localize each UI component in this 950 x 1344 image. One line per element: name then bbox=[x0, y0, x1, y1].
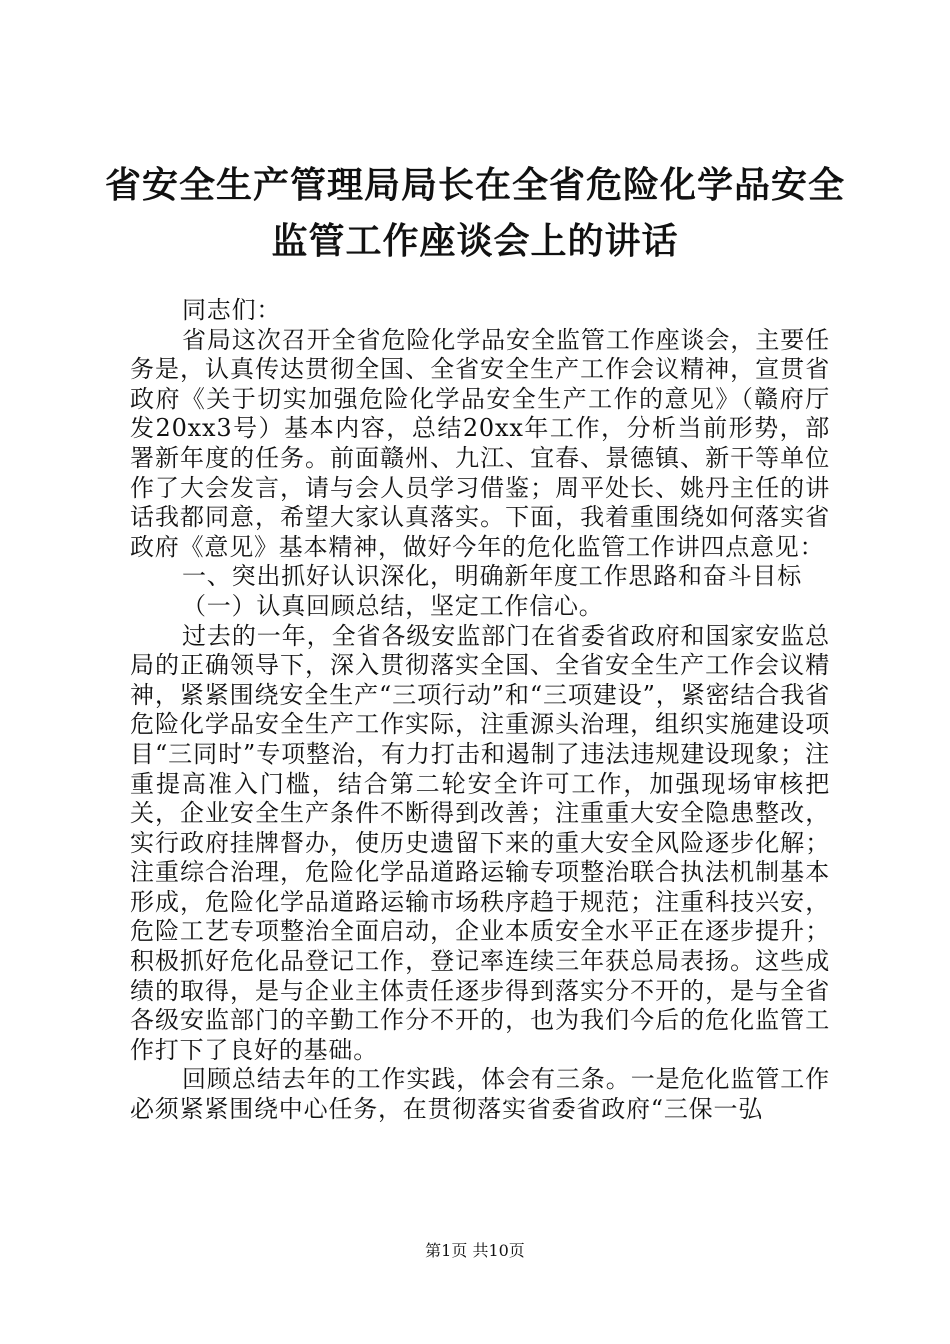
document-title bbox=[100, 158, 850, 270]
experience-paragraph: 回顾总结去年的工作实践，体会有三条。一是危化监管工作必须紧紧围绕中心任务，在贯彻落实省委省政府“三保一弘 bbox=[130, 1065, 830, 1124]
title-line-1: 省安全生产管理局局长在全省危险化学品安全 bbox=[104, 165, 845, 206]
title-line-2: 监管工作座谈会上的讲话 bbox=[271, 221, 679, 262]
document-body bbox=[130, 296, 830, 1125]
review-paragraph: 过去的一年，全省各级安监部门在省委省政府和国家安监总局的正确领导下，深入贯彻落实全国、全省安全生产工作会议精神，紧紧围绕安全生产“三项行动”和“三项建设”，紧密结合我省危险化学品安全生产工作实际，注重源头治理，组织实施建设项目“三同时”专项整治，有力打击和遏制了违法违规建设现象；注重提高准入门槛，结合第二轮安全许可工作，加强现场审核把关，企业安全生产条件不断得到改善；注重重大安全隐患整改，实行政府挂牌督办，使历史遗留下来的重大安全风险逐步化解；注重综合治理，危险化学品道路运输专项整治联合执法机制基本形成，危险化学品道路运输市场秩序趋于规范；注重科技兴安，危险工艺专项整治全面启动，企业本质安全水平正在逐步提升；积极抓好危化品登记工作，登记率连续三年获总局表扬。这些成绩的取得，是与企业主体责任逐步得到落实分不开的，是与全省各级安监部门的辛勤工作分不开的，也为我们今后的危化监管工作打下了良好的基础。 bbox=[130, 621, 830, 1064]
intro-paragraph: 省局这次召开全省危险化学品安全监管工作座谈会，主要任务是，认真传达贯彻全国、全省安全生产工作会议精神，宣贯省政府《关于切实加强危险化学品安全生产工作的意见》（赣府厅发20xx3号）基本内容，总结20xx年工作，分析当前形势，部署新年度的任务。前面赣州、九江、宜春、景德镇、新干等单位作了大会发言，请与会人员学习借鉴；周平处长、姚丹主任的讲话我都同意，希望大家认真落实。下面，我着重围绕如何落实省政府《意见》基本精神，做好今年的危化监管工作讲四点意见： bbox=[130, 325, 830, 561]
section-heading-1: 一、突出抓好认识深化，明确新年度工作思路和奋斗目标 bbox=[182, 562, 802, 591]
subsection-heading-1: （一）认真回顾总结，坚定工作信心。 bbox=[182, 591, 604, 620]
page-number-footer: 第1页 共10页 bbox=[425, 1241, 525, 1260]
salutation: 同志们： bbox=[182, 296, 282, 324]
